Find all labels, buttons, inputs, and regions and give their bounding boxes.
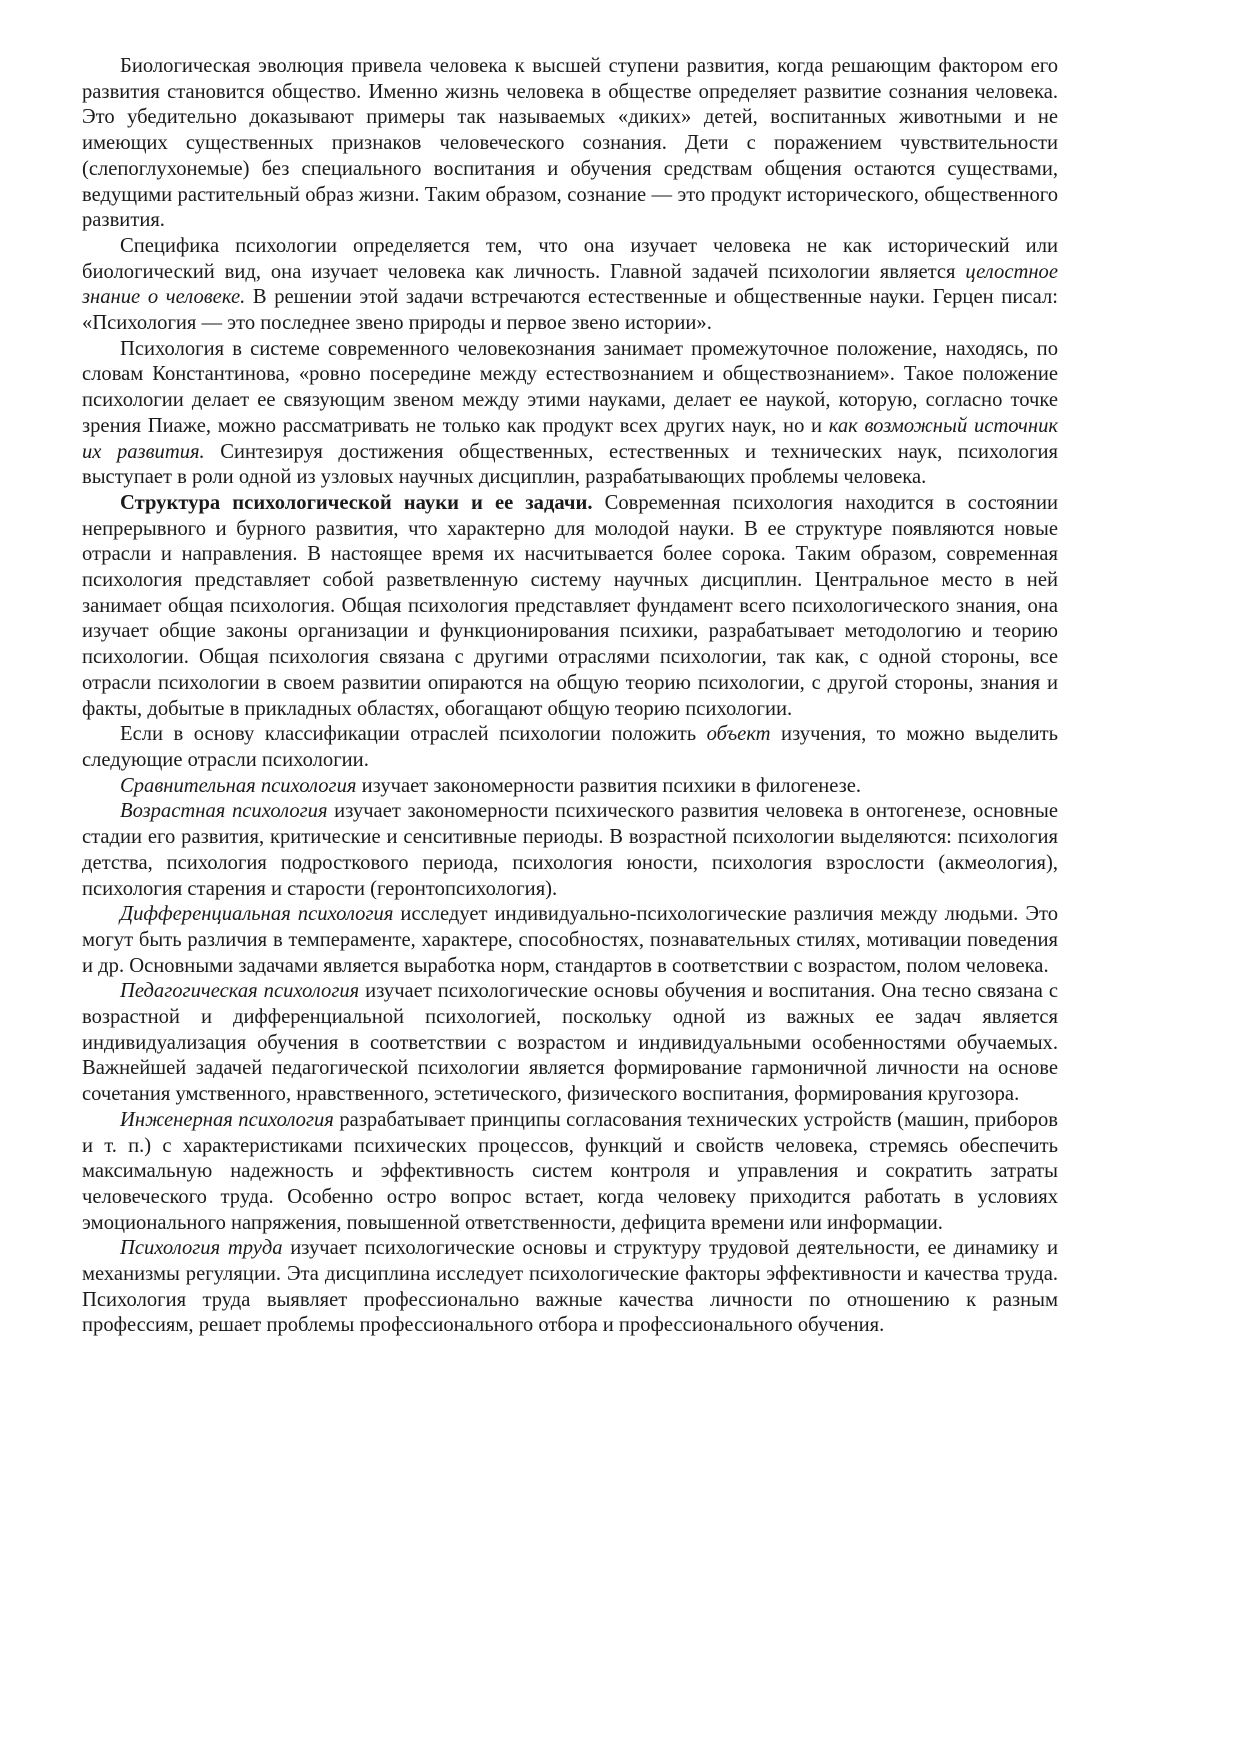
paragraph-text: изучает закономерности психического развития человека в онтогенезе, основные стадии его развития, критические и сенситивные периоды. В возрастной психологии выделяются: психология детства, психология подросткового периода, психология юности, психология взрослости (акмеология), психология старения и старости (геронтопсихология). bbox=[82, 800, 1058, 900]
emphasized-term: объект bbox=[706, 723, 771, 746]
paragraph bbox=[82, 774, 1058, 800]
paragraph-text: изучает психологические основы обучения и воспитания. Она тесно связана с возрастной и дифференциальной психологией, поскольку одной из важных ее задач является индивидуализация обучения в соответствии с возрастом и индивидуальными особенностями обучаемых. Важнейшей задачей педагогической психологии является формирование гармоничной личности на основе сочетания умственного, нравственного, эстетического, физического воспитания, формирования кругозора. bbox=[82, 980, 1058, 1106]
paragraph-text: изучает психологические основы и структуру трудовой деятельности, ее динамику и механизмы регуляции. Эта дисциплина исследует психологические факторы эффективности и качества труда. Психология труда выявляет профессионально важные качества личности по отношению к разным профессиям, решает проблемы профессионального отбора и профессионального обучения. bbox=[82, 1237, 1058, 1337]
document-page bbox=[82, 54, 1058, 1339]
paragraph bbox=[82, 234, 1058, 337]
paragraph-text: разрабатывает принципы согласования технических устройств (машин, приборов и т. п.) с характеристиками психических процессов, функций и свойств человека, стремясь обеспечить максимальную надежность и эффективность систем контроля и управления и сократить затраты человеческого труда. Особенно остро вопрос встает, когда человеку приходится работать в условиях эмоционального напряжения, повышенной ответственности, дефицита времени или информации. bbox=[82, 1108, 1058, 1234]
paragraph-text: Психология в системе современного человекознания занимает промежуточное положение, находясь, по словам Константинова, «ровно посередине между естествознанием и обществознанием». Такое положение психологии делает ее связующим звеном между этими науками, делает ее наукой, которую, согласно точке зрения Пиаже, можно рассматривать не только как продукт всех других наук, но и bbox=[82, 337, 1058, 437]
paragraph bbox=[82, 979, 1058, 1108]
paragraph-text: Если в основу классификации отраслей психологии положить bbox=[120, 723, 707, 746]
paragraph bbox=[82, 491, 1058, 722]
paragraph bbox=[82, 54, 1058, 234]
emphasized-term: Возрастная психология bbox=[120, 800, 328, 823]
paragraph-text: изучения, то можно выделить следующие отрасли психологии. bbox=[82, 723, 1058, 771]
emphasized-term: Психология труда bbox=[120, 1237, 283, 1260]
emphasized-term: Дифференциальная психология bbox=[120, 903, 394, 926]
emphasized-term: Педагогическая психология bbox=[120, 980, 360, 1003]
emphasized-term: Инженерная психология bbox=[120, 1108, 334, 1131]
paragraph-text: Синтезируя достижения общественных, естественных и технических наук, психология выступает в роли одной из узловых научных дисциплин, разрабатывающих проблемы человека. bbox=[82, 440, 1059, 489]
paragraph-text: В решении этой задачи встречаются естественные и общественные науки. Герцен писал: «Психология — это последнее звено природы и первое звено истории». bbox=[82, 286, 1058, 335]
paragraph bbox=[82, 337, 1058, 491]
paragraph-text: Современная психология находится в состоянии непрерывного и бурного развития, что характерно для молодой науки. В ее структуре появляются новые отрасли и направления. В настоящее время их насчитывается более сорока. Таким образом, современная психология представляет собой разветвленную систему научных дисциплин. Центральное место в ней занимает общая психология. Общая психология представляет фундамент всего психологического знания, она изучает общие законы организации и функционирования психики, разрабатывает методологию и теорию психологии. Общая психология связана с другими отраслями психологии, так как, с одной стороны, все отрасли психологии в своем развитии опираются на общую теорию психологии, с другой стороны, знания и факты, добытые в прикладных областях, обогащают общую теорию психологии. bbox=[82, 491, 1058, 720]
paragraph bbox=[82, 902, 1058, 979]
paragraph bbox=[82, 799, 1058, 902]
emphasized-term: Сравнительная психология bbox=[120, 774, 357, 797]
paragraph bbox=[82, 1108, 1058, 1237]
paragraph-text: изучает закономерности развития психики в филогенезе. bbox=[356, 774, 862, 797]
emphasized-term: целостное знание о человеке. bbox=[82, 260, 1058, 309]
paragraph-text: исследует индивидуально-психологические различия между людьми. Это могут быть различия в темпераменте, характере, способностях, познавательных стилях, мотивации поведения и др. Основными задачами является выработка норм, стандартов в соответствии с возрастом, полом человека. bbox=[82, 903, 1058, 977]
emphasized-term: как возможный источник их развития. bbox=[82, 414, 1058, 463]
paragraph-text: Специфика психологии определяется тем, что она изучает человека не как исторический или биологический вид, она изучает человека как личность. Главной задачей психологии является bbox=[82, 234, 1058, 283]
section-heading: Структура психологической науки и ее задачи. bbox=[120, 491, 593, 514]
paragraph bbox=[82, 722, 1058, 773]
paragraph bbox=[82, 1236, 1058, 1339]
paragraph-text: Биологическая эволюция привела человека к высшей ступени развития, когда решающим фактором его развития становится общество. Именно жизнь человека в обществе определяет развитие сознания человека. Это убедительно доказывают примеры так называемых «диких» детей, воспитанных животными и не имеющих существенных признаков человеческого сознания. Дети с поражением чувствительности (слепоглухонемые) без специального воспитания и обучения средствам общения остаются существами, ведущими растительный образ жизни. Таким образом, сознание — это продукт исторического, общественного развития. bbox=[82, 55, 1058, 232]
